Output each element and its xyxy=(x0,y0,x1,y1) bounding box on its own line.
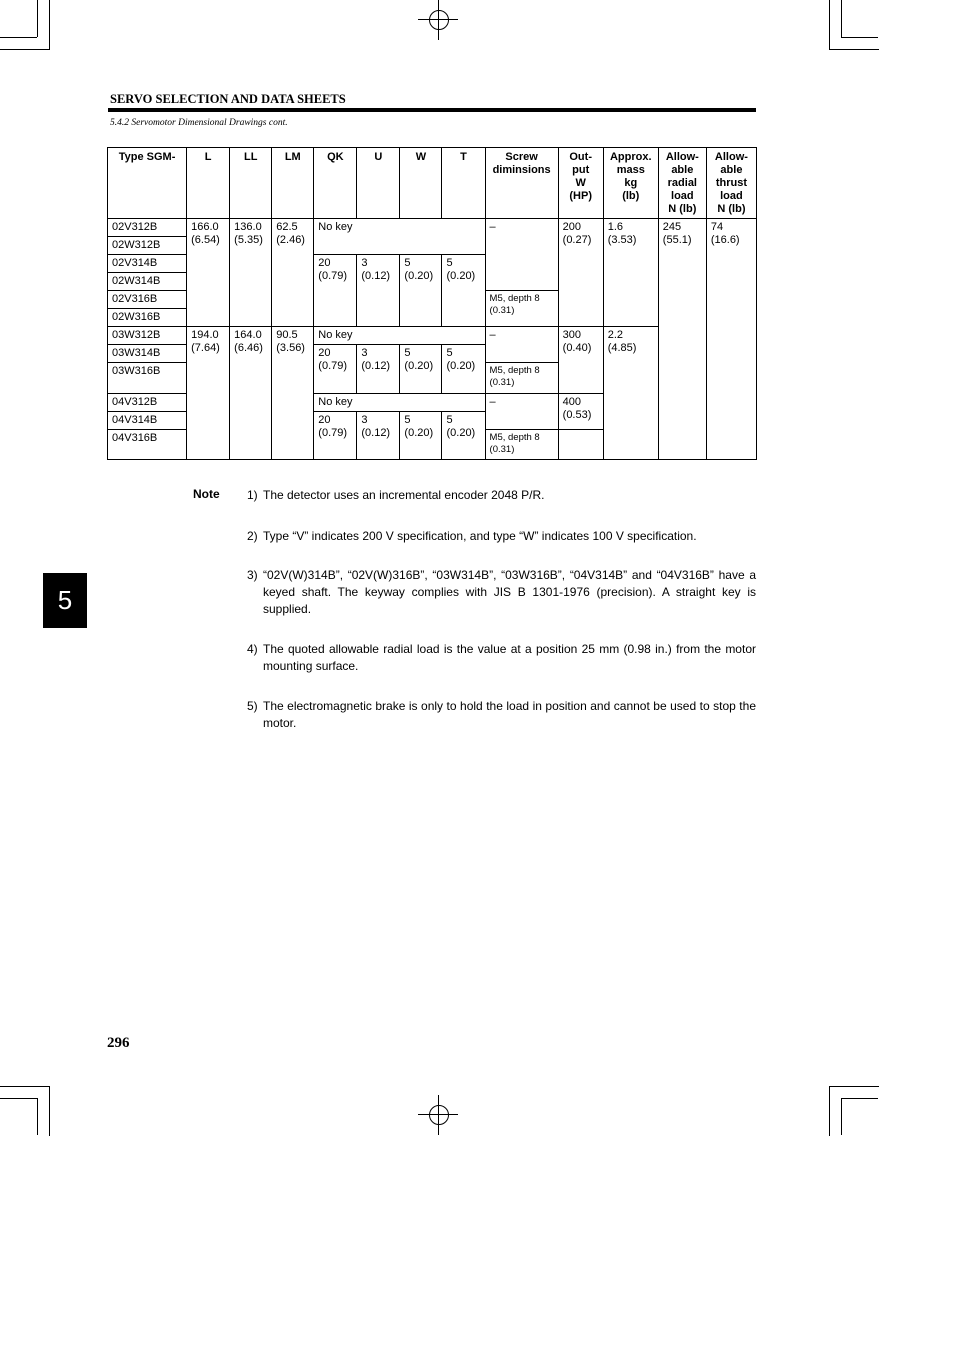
screw-none-cell: – xyxy=(485,394,558,430)
col-header-u: U xyxy=(357,148,400,219)
type-cell: 02V314B xyxy=(108,255,187,273)
l-cell: 166.0 (6.54) xyxy=(187,219,230,327)
no-key-cell: No key xyxy=(314,219,485,255)
qk-cell: 20 (0.79) xyxy=(314,412,357,460)
note-text: The quoted allowable radial load is the value at a position 25 mm (0.98 in.) from the motor mounting surface. xyxy=(263,642,756,673)
note-item xyxy=(247,567,756,618)
note-item xyxy=(247,698,756,732)
col-header-mass: Approx. mass kg (lb) xyxy=(603,148,658,219)
page-number: 296 xyxy=(107,1035,130,1051)
type-cell: 02W316B xyxy=(108,309,187,327)
note-number: 5) xyxy=(247,699,258,713)
qk-cell: 20 (0.79) xyxy=(314,345,357,394)
screw-cell: M5, depth 8 (0.31) xyxy=(485,291,558,327)
screw-none-cell: – xyxy=(485,219,558,291)
col-header-output: Out- put W (HP) xyxy=(558,148,603,219)
ll-cell: 164.0 (6.46) xyxy=(230,327,272,460)
u-cell: 3 (0.12) xyxy=(357,255,400,327)
output-cell: 400 (0.53) xyxy=(558,394,603,430)
subsection-title: 5.4.2 Servomotor Dimensional Drawings cont. xyxy=(110,118,288,128)
qk-cell: 20 (0.79) xyxy=(314,255,357,327)
note-number: 3) xyxy=(247,568,258,582)
note-number: 2) xyxy=(247,529,258,543)
mass-cell: 1.6 (3.53) xyxy=(603,219,658,327)
dimensions-table xyxy=(107,147,757,460)
note-item xyxy=(247,641,756,675)
type-cell: 02W314B xyxy=(108,273,187,291)
col-header-l: L xyxy=(187,148,230,219)
t-cell: 5 (0.20) xyxy=(442,412,485,460)
note-text: “02V(W)314B”, “02V(W)316B”, “03W314B”, “03W316B”, “04V314B” and “04V316B” have a keyed shaft. The keyway complies with JIS B 1301-1976 (precision). A straight key is supplied. xyxy=(263,568,756,616)
col-header-w: W xyxy=(400,148,442,219)
no-key-cell: No key xyxy=(314,394,485,412)
t-cell: 5 (0.20) xyxy=(442,255,485,327)
col-header-radial-load: Allow- able radial load N (lb) xyxy=(658,148,706,219)
lm-cell: 62.5 (2.46) xyxy=(272,219,314,327)
lm-cell: 90.5 (3.56) xyxy=(272,327,314,460)
output-cell: 200 (0.27) xyxy=(558,219,603,327)
l-cell: 194.0 (7.64) xyxy=(187,327,230,460)
header-row xyxy=(108,148,757,219)
col-header-ll: LL xyxy=(230,148,272,219)
output-cell: 300 (0.40) xyxy=(558,327,603,394)
w-cell: 5 (0.20) xyxy=(400,412,442,460)
t-cell: 5 (0.20) xyxy=(442,345,485,394)
note-label: Note xyxy=(193,487,220,501)
screw-none-cell: – xyxy=(485,327,558,363)
note-number: 4) xyxy=(247,642,258,656)
type-cell: 03W314B xyxy=(108,345,187,363)
col-header-thrust-load: Allow- able thrust load N (lb) xyxy=(706,148,756,219)
col-header-screw: Screw diminsions xyxy=(485,148,558,219)
radial-load-cell: 245 (55.1) xyxy=(658,219,706,460)
type-cell: 04V314B xyxy=(108,412,187,430)
header-rule xyxy=(108,108,756,112)
chapter-tab: 5 xyxy=(43,573,87,628)
note-number: 1) xyxy=(247,488,258,502)
type-cell: 04V312B xyxy=(108,394,187,412)
thrust-load-cell: 74 (16.6) xyxy=(706,219,756,460)
note-item xyxy=(247,487,756,504)
ll-cell: 136.0 (5.35) xyxy=(230,219,272,327)
note-item xyxy=(247,528,756,545)
note-text: The electromagnetic brake is only to hold the load in position and cannot be used to stop the motor. xyxy=(263,699,756,730)
note-text: The detector uses an incremental encoder 2048 P/R. xyxy=(263,488,545,502)
table-row xyxy=(108,219,757,237)
col-header-lm: LM xyxy=(272,148,314,219)
w-cell: 5 (0.20) xyxy=(400,345,442,394)
mass-cell: 2.2 (4.85) xyxy=(603,327,658,460)
type-cell: 03W316B xyxy=(108,363,187,394)
u-cell: 3 (0.12) xyxy=(357,345,400,394)
type-cell: 02V316B xyxy=(108,291,187,309)
w-cell: 5 (0.20) xyxy=(400,255,442,327)
note-text: Type “V” indicates 200 V specification, and type “W” indicates 100 V specification. xyxy=(263,529,697,543)
type-cell: 03W312B xyxy=(108,327,187,345)
type-cell: 04V316B xyxy=(108,430,187,460)
screw-cell: M5, depth 8 (0.31) xyxy=(485,430,558,460)
no-key-cell: No key xyxy=(314,327,485,345)
section-title: SERVO SELECTION AND DATA SHEETS xyxy=(110,92,346,106)
output-blank-cell xyxy=(558,430,603,460)
col-header-t: T xyxy=(442,148,485,219)
col-header-qk: QK xyxy=(314,148,357,219)
type-cell: 02W312B xyxy=(108,237,187,255)
col-header-type: Type SGM- xyxy=(108,148,187,219)
type-cell: 02V312B xyxy=(108,219,187,237)
screw-cell: M5, depth 8 (0.31) xyxy=(485,363,558,394)
u-cell: 3 (0.12) xyxy=(357,412,400,460)
